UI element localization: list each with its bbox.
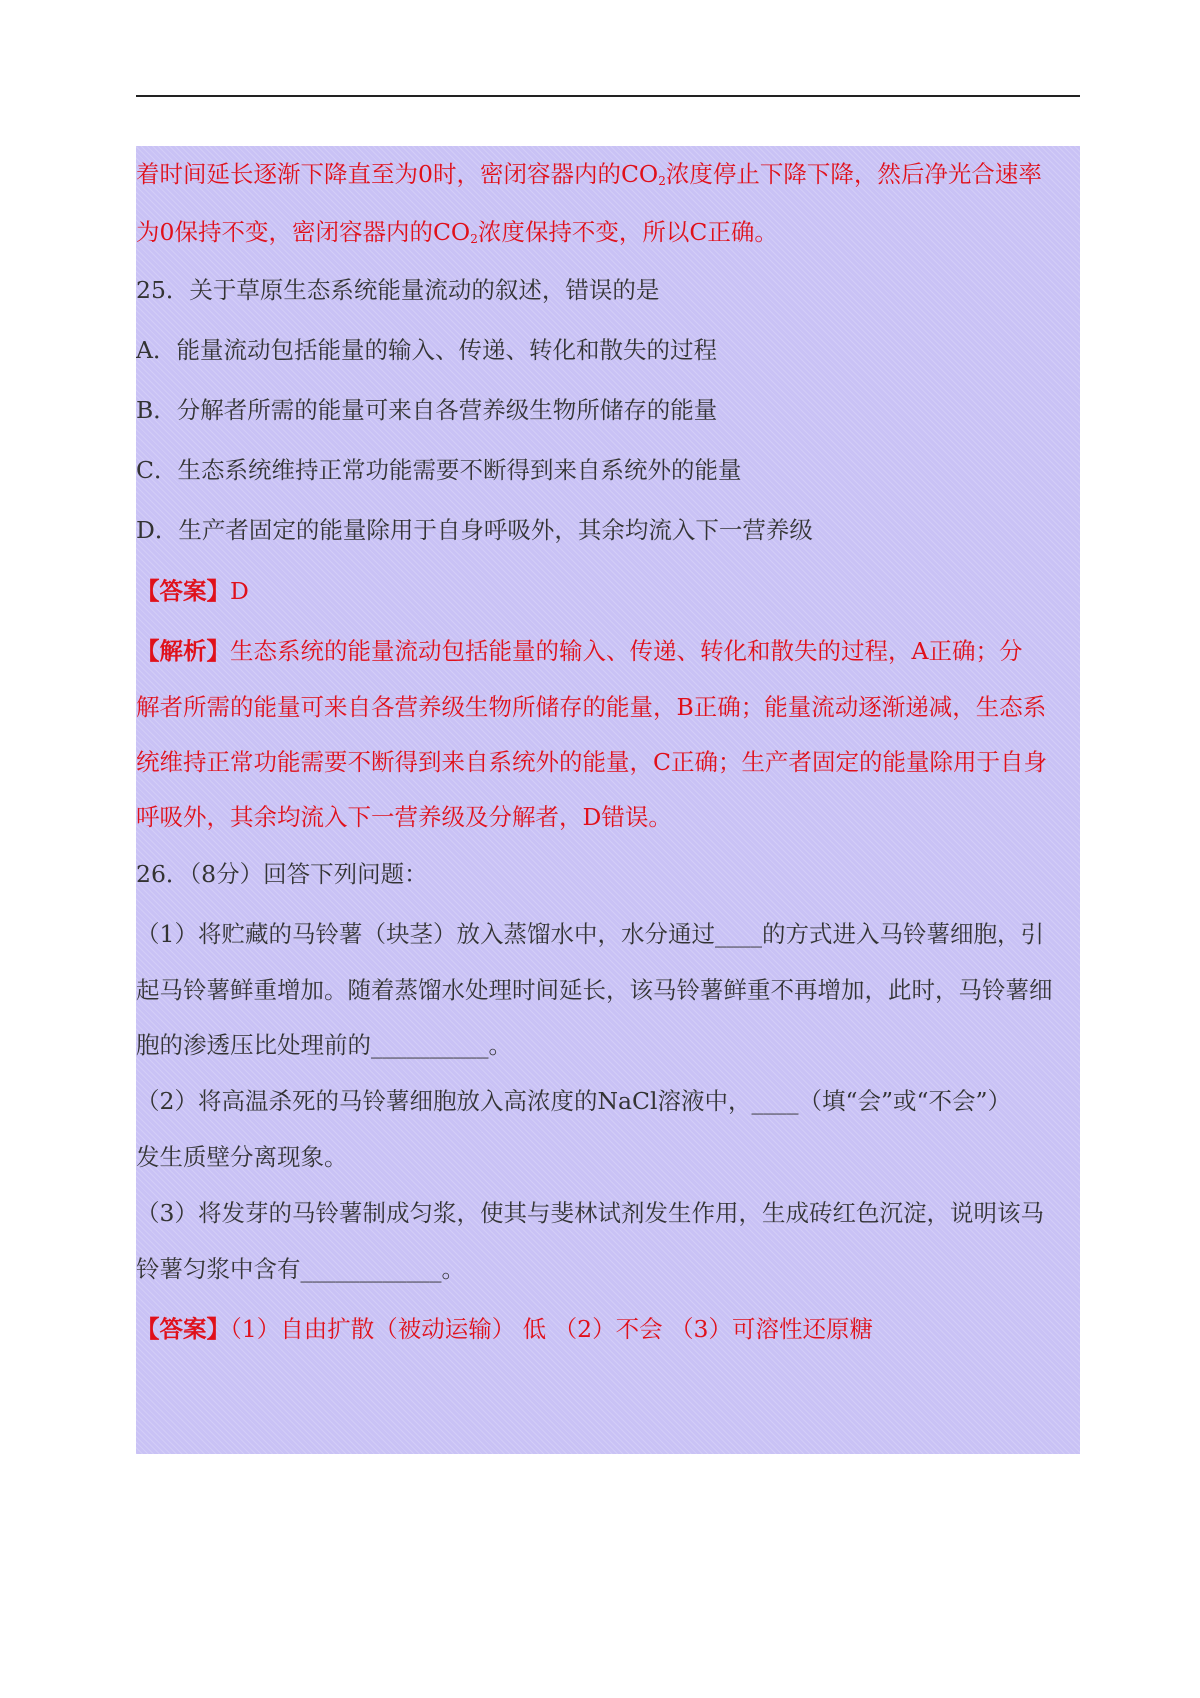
question-26-stem: 26．（8分）回答下列问题： — [136, 860, 428, 888]
question-25-stem: 25．关于草原生态系统能量流动的叙述，错误的是 — [136, 276, 660, 304]
question-26-part-1-line-3: 胞的渗透压比处理前的__________。 — [136, 1031, 512, 1059]
analysis-24-line-1: 着时间延长逐渐下降直至为0时，密闭容器内的$CO_2$浓度停止下降下降，然后净光合速率 — [136, 160, 1042, 188]
answer-26 — [136, 1314, 1080, 1344]
analysis-25-line-2: 解者所需的能量可来自各营养级生物所储存的能量，B正确；能量流动逐渐递减，生态系 — [136, 693, 1047, 721]
analysis-tag: 【解析】 — [136, 637, 230, 665]
answer-value: D — [230, 577, 249, 605]
question-26-part-2-line-2: 发生质壁分离现象。 — [136, 1143, 348, 1171]
question-26-part-1-line-2: 起马铃薯鲜重增加。随着蒸馏水处理时间延长，该马铃薯鲜重不再增加，此时，马铃薯细 — [136, 976, 1053, 1004]
option-d: D．生产者固定的能量除用于自身呼吸外，其余均流入下一营养级 — [136, 516, 813, 544]
question-26-part-3-line-2: 铃薯匀浆中含有____________。 — [136, 1255, 465, 1283]
content-panel — [136, 146, 1080, 1454]
answer-25 — [136, 576, 1080, 606]
analysis-25-line-4: 呼吸外，其余均流入下一营养级及分解者，D错误。 — [136, 803, 672, 831]
answer-value: （1）自由扩散（被动运输） 低 （2）不会 （3）可溶性还原糖 — [230, 1315, 874, 1343]
analysis-25-line-1: 【解析】生态系统的能量流动包括能量的输入、传递、转化和散失的过程，A正确；分 — [136, 637, 1023, 665]
answer-tag: 【答案】 — [136, 577, 230, 605]
analysis-24-line-2: 为0保持不变，密闭容器内的$CO_2$浓度保持不变，所以C正确。 — [136, 218, 778, 246]
option-c: C．生态系统维持正常功能需要不断得到来自系统外的能量 — [136, 456, 742, 484]
question-26-part-3-line-1: （3）将发芽的马铃薯制成匀浆，使其与斐林试剂发生作用，生成砖红色沉淀，说明该马 — [136, 1199, 1044, 1227]
answer-tag: 【答案】 — [136, 1315, 230, 1343]
option-a: A．能量流动包括能量的输入、传递、转化和散失的过程 — [136, 336, 717, 364]
option-b: B．分解者所需的能量可来自各营养级生物所储存的能量 — [136, 396, 718, 424]
question-26-part-1-line-1: （1）将贮藏的马铃薯（块茎）放入蒸馏水中，水分通过____的方式进入马铃薯细胞，引 — [136, 920, 1044, 948]
analysis-25-line-3: 统维持正常功能需要不断得到来自系统外的能量，C正确；生产者固定的能量除用于自身 — [136, 748, 1047, 776]
header-rule — [136, 95, 1080, 97]
question-26-part-2-line-1: （2）将高温杀死的马铃薯细胞放入高浓度的NaCl溶液中，____（填“会”或“不会”） — [136, 1087, 1012, 1115]
